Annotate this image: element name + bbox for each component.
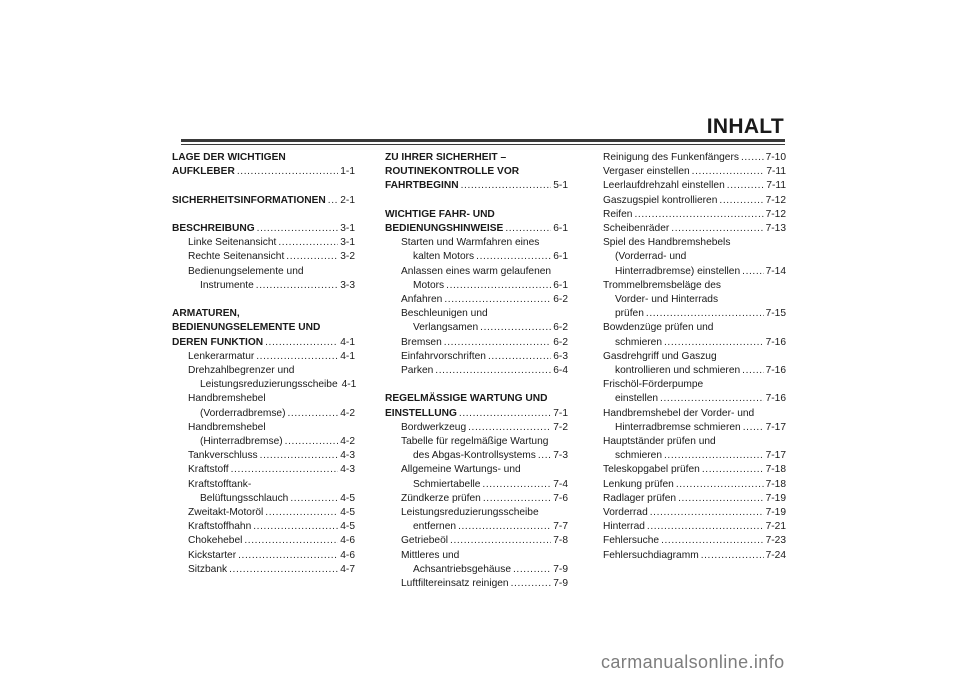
toc-page-number: 7-12: [765, 208, 786, 220]
toc-entry-text: Handbremshebel: [188, 393, 266, 405]
toc-entry-text: Rechte Seitenansicht: [188, 251, 285, 263]
dot-leader: [646, 307, 764, 321]
toc-entry[interactable]: [603, 179, 786, 193]
toc-entry[interactable]: [172, 222, 355, 236]
watermark: carmanualsonline.info: [601, 652, 785, 672]
toc-entry-text: Parken: [401, 365, 434, 377]
toc-entry-text: Chokehebel: [188, 535, 243, 547]
dot-leader: [260, 449, 339, 463]
toc-page-number: 7-19: [765, 507, 786, 519]
toc-page-number: 7-18: [765, 464, 786, 476]
toc-entry-text: Gaszugspiel kontrollieren: [603, 194, 718, 206]
toc-page-number: 3-3: [340, 279, 355, 291]
toc-entry-text: Schmiertabelle: [413, 478, 481, 490]
toc-entry-text: Leistungsreduzierungsscheibe: [200, 379, 338, 391]
toc-entry[interactable]: [603, 463, 786, 477]
toc-entry[interactable]: [172, 520, 355, 534]
toc-entry[interactable]: [385, 208, 568, 236]
toc-page-number: 7-13: [765, 223, 786, 235]
dot-leader: [459, 407, 551, 421]
toc-entry-text: Leistungsreduzierungsscheibe: [401, 507, 539, 519]
toc-column-1: [172, 151, 355, 577]
toc-entry-text: Teleskopgabel prüfen: [603, 464, 700, 476]
toc-column-2: [385, 151, 568, 591]
dot-leader: [701, 549, 764, 563]
dot-leader: [265, 336, 338, 350]
toc-page-number: 4-6: [340, 535, 355, 547]
dot-leader: [253, 520, 338, 534]
toc-entry-text: Allgemeine Wartungs- und: [401, 464, 521, 476]
toc-entry-text: schmieren: [615, 450, 662, 462]
toc-entry-text: Achsantriebsgehäuse: [413, 563, 511, 575]
toc-page-number: 6-2: [553, 294, 568, 306]
toc-page-number: 2-1: [340, 194, 355, 206]
dot-leader: [265, 506, 338, 520]
dot-leader: [664, 336, 764, 350]
dot-leader: [446, 279, 551, 293]
toc-entry-text: Hauptständer prüfen und: [603, 436, 716, 448]
toc-page-number: 1-1: [340, 166, 355, 178]
toc-entry[interactable]: [385, 492, 568, 506]
dot-leader: [741, 151, 764, 165]
toc-entry[interactable]: [603, 492, 786, 506]
toc-page-number: 4-5: [340, 492, 355, 504]
dot-leader: [278, 236, 338, 250]
toc-page-number: 3-2: [340, 251, 355, 263]
toc-entry-text: EINSTELLUNG: [385, 407, 457, 419]
toc-entry-text: Zweitakt-Motoröl: [188, 507, 264, 519]
dot-leader: [482, 478, 551, 492]
toc-entry[interactable]: [603, 222, 786, 236]
toc-entry[interactable]: [603, 478, 786, 492]
toc-entry[interactable]: [172, 392, 355, 420]
toc-entry-text: Drehzahlbegrenzer und: [188, 365, 295, 376]
toc-entry-text: LAGE DER WICHTIGEN: [172, 152, 286, 163]
toc-page-number: 7-3: [553, 450, 568, 462]
toc-page-number: 4-6: [340, 549, 355, 561]
dot-leader: [256, 279, 338, 293]
toc-entry[interactable]: [385, 421, 568, 435]
dot-leader: [538, 449, 551, 463]
dot-leader: [256, 350, 338, 364]
toc-entry-text: Fehlersuche: [603, 535, 660, 547]
toc-entry-text: kontrollieren und schmieren: [615, 365, 741, 377]
toc-entry-text: Vorder- und Hinterrads: [615, 294, 719, 306]
toc-entry-text: Anlassen eines warm gelaufenen: [401, 265, 552, 277]
toc-entry[interactable]: [603, 350, 786, 378]
toc-entry-text: Bedienungselemente und: [188, 265, 304, 277]
dot-leader: [435, 364, 551, 378]
toc-entry-text: Verlangsamen: [413, 322, 479, 334]
toc-page-number: 7-6: [553, 492, 568, 504]
toc-entry[interactable]: [385, 265, 568, 293]
toc-entry[interactable]: [172, 478, 355, 506]
toc-entry-text: Einfahrvorschriften: [401, 350, 486, 362]
dot-leader: [244, 534, 338, 548]
dot-leader: [660, 392, 764, 406]
toc-entry-text: AUFKLEBER: [172, 166, 235, 178]
toc-entry-text: Bowdenzüge prüfen und: [603, 322, 714, 334]
toc-entry-text: (Hinterradbremse): [200, 436, 283, 448]
toc-entry[interactable]: [172, 194, 355, 208]
toc-entry-text: ZU IHRER SICHERHEIT –: [385, 152, 507, 163]
toc-entry[interactable]: [603, 208, 786, 222]
toc-entry[interactable]: [385, 293, 568, 307]
toc-entry-text: ROUTINEKONTROLLE VOR: [385, 166, 520, 178]
dot-leader: [468, 421, 551, 435]
toc-entry[interactable]: [172, 463, 355, 477]
toc-entry[interactable]: [172, 449, 355, 463]
dot-leader: [488, 350, 551, 364]
dot-leader: [702, 463, 764, 477]
toc-entry-text: (Vorderrad- und: [615, 251, 687, 263]
dot-leader: [650, 506, 764, 520]
toc-entry[interactable]: [603, 321, 786, 349]
toc-entry[interactable]: [385, 435, 568, 463]
toc-entry-text: Handbremshebel der Vorder- und: [603, 407, 755, 419]
toc-entry-text: SICHERHEITSINFORMATIONEN: [172, 194, 326, 206]
toc-entry[interactable]: [385, 549, 568, 577]
toc-entry[interactable]: [385, 506, 568, 534]
toc-entry[interactable]: [385, 307, 568, 335]
dot-leader: [328, 194, 339, 208]
toc-entry[interactable]: [172, 364, 355, 392]
dot-leader: [511, 577, 552, 591]
dot-leader: [634, 208, 763, 222]
toc-entry-text: Motors: [413, 279, 445, 291]
toc-entry-text: Kraftstofftank-: [188, 478, 252, 490]
toc-entry-text: Leerlaufdrehzahl einstellen: [603, 180, 725, 192]
toc-entry-text: kalten Motors: [413, 251, 475, 263]
toc-page-number: 7-15: [765, 308, 786, 320]
toc-entry[interactable]: [603, 165, 786, 179]
toc-page-number: 7-10: [765, 152, 786, 163]
dot-leader: [742, 265, 763, 279]
toc-page-number: 6-2: [553, 336, 568, 348]
toc-entry-text: Reifen: [603, 208, 633, 220]
toc-entry-text: Hinterradbremse) einstellen: [615, 265, 741, 277]
toc-entry-text: Tankverschluss: [188, 450, 258, 462]
toc-page-number: 7-1: [553, 407, 568, 419]
toc-entry[interactable]: [385, 463, 568, 491]
toc-entry[interactable]: [172, 151, 355, 179]
toc-entry[interactable]: [172, 506, 355, 520]
toc-entry[interactable]: [172, 236, 355, 250]
toc-entry-text: Reinigung des Funkenfängers: [603, 152, 739, 163]
toc-entry[interactable]: [385, 364, 568, 378]
dot-leader: [692, 165, 765, 179]
toc-entry[interactable]: [603, 378, 786, 406]
toc-page-number: 7-23: [765, 535, 786, 547]
toc-entry-text: Sitzbank: [188, 563, 228, 575]
toc-entry-text: Kraftstoff: [188, 464, 229, 476]
toc-entry-text: BEDIENUNGSELEMENTE UND: [172, 322, 321, 334]
toc-column-3: [603, 151, 786, 563]
toc-entry[interactable]: [603, 520, 786, 534]
toc-page-number: 4-7: [340, 563, 355, 575]
toc-entry[interactable]: [603, 435, 786, 463]
toc-entry-text: REGELMÄSSIGE WARTUNG UND: [385, 393, 548, 405]
dot-leader: [647, 520, 764, 534]
toc-entry[interactable]: [603, 194, 786, 208]
toc-entry-text: Vergaser einstellen: [603, 166, 690, 178]
toc-entry-text: Bordwerkzeug: [401, 421, 467, 433]
toc-entry-text: des Abgas-Kontrollsystems: [413, 450, 536, 462]
toc-page-number: 4-5: [340, 507, 355, 519]
toc-page-number: 7-18: [765, 478, 786, 490]
toc-entry-text: Handbremshebel: [188, 421, 266, 433]
toc-entry[interactable]: [172, 549, 355, 563]
dot-leader: [285, 435, 339, 449]
dot-leader: [231, 463, 339, 477]
toc-page-number: 4-5: [340, 521, 355, 533]
dot-leader: [237, 165, 338, 179]
dot-leader: [238, 549, 338, 563]
toc-entry-text: Kickstarter: [188, 549, 237, 561]
toc-entry-text: BESCHREIBUNG: [172, 222, 255, 234]
toc-page-number: 5-1: [553, 180, 568, 192]
toc-entry[interactable]: [172, 421, 355, 449]
toc-entry-text: Instrumente: [200, 279, 254, 291]
dot-leader: [480, 321, 551, 335]
dot-leader: [742, 364, 763, 378]
toc-page-number: 6-4: [553, 365, 568, 377]
dot-leader: [661, 534, 764, 548]
toc-entry[interactable]: [385, 577, 568, 591]
toc-page-number: 7-9: [553, 563, 568, 575]
toc-page-number: 7-4: [553, 478, 568, 490]
toc-page-number: 7-11: [766, 180, 786, 192]
toc-page-number: 7-8: [553, 535, 568, 547]
dot-leader: [719, 194, 763, 208]
toc-page-number: 7-11: [766, 166, 786, 178]
dot-leader: [229, 563, 338, 577]
toc-page-number: 7-12: [765, 194, 786, 206]
toc-page-number: 4-3: [340, 464, 355, 476]
toc-entry-text: Frischöl-Förderpumpe: [603, 379, 704, 391]
toc-entry[interactable]: [172, 534, 355, 548]
toc-entry[interactable]: [385, 350, 568, 364]
toc-entry-text: einstellen: [615, 393, 659, 405]
toc-entry[interactable]: [385, 336, 568, 350]
toc-entry-text: BEDIENUNGSHINWEISE: [385, 223, 504, 234]
toc-page-number: 6-1: [553, 251, 568, 263]
toc-page-number: 6-1: [553, 223, 568, 234]
toc-entry[interactable]: [603, 151, 786, 165]
toc-entry-text: (Vorderradbremse): [200, 407, 286, 419]
toc-entry-text: FAHRTBEGINN: [385, 180, 459, 192]
page-title: INHALT: [706, 115, 784, 138]
toc-entry-text: DEREN FUNKTION: [172, 336, 264, 348]
toc-page-number: 4-3: [340, 450, 355, 462]
toc-entry[interactable]: [172, 265, 355, 293]
dot-leader: [450, 534, 551, 548]
toc-entry[interactable]: [603, 534, 786, 548]
toc-entry[interactable]: [385, 534, 568, 548]
dot-leader: [288, 407, 339, 421]
dot-leader: [671, 222, 763, 236]
dot-leader: [505, 222, 551, 236]
toc-entry-text: Zündkerze prüfen: [401, 492, 481, 504]
toc-page-number: 4-1: [340, 336, 355, 348]
toc-entry-text: Lenkerarmatur: [188, 350, 255, 362]
toc-page-number: 3-1: [340, 222, 355, 234]
toc-page-number: 6-3: [553, 350, 568, 362]
toc-entry[interactable]: [172, 563, 355, 577]
title-rule-thin: [181, 144, 785, 145]
toc-page-number: 7-17: [765, 450, 786, 462]
toc-entry[interactable]: [385, 236, 568, 264]
toc-page-number: 7-21: [765, 521, 786, 533]
toc-page-number: 7-2: [553, 421, 568, 433]
dot-leader: [461, 179, 552, 193]
toc-page-number: 7-7: [553, 521, 568, 533]
toc-entry-text: entfernen: [413, 521, 457, 533]
toc-entry[interactable]: [172, 307, 355, 350]
toc-entry-text: Radlager prüfen: [603, 492, 677, 504]
toc-page-number: 7-14: [765, 265, 786, 277]
toc-entry-text: WICHTIGE FAHR- UND: [385, 208, 495, 220]
toc-entry-text: Lenkung prüfen: [603, 478, 674, 490]
dot-leader: [678, 492, 764, 506]
dot-leader: [727, 179, 765, 193]
toc-page-number: 4-1: [341, 379, 357, 391]
toc-page-number: 4-1: [340, 350, 355, 362]
toc-entry-text: Gasdrehgriff und Gaszug: [603, 350, 717, 362]
toc-page-number: 6-1: [553, 279, 568, 291]
dot-leader: [458, 520, 551, 534]
toc-page-number: 4-2: [340, 407, 355, 419]
toc-entry[interactable]: [603, 279, 786, 322]
toc-entry-text: Beschleunigen und: [401, 308, 488, 320]
toc-entry[interactable]: [172, 350, 355, 364]
toc-page-number: 4-2: [340, 436, 355, 448]
toc-entry-text: Vorderrad: [603, 507, 648, 519]
toc-page-number: 7-16: [765, 393, 786, 405]
toc-entry-text: schmieren: [615, 336, 662, 348]
toc-entry[interactable]: [172, 250, 355, 264]
toc-entry[interactable]: [603, 549, 786, 563]
toc-entry-text: prüfen: [615, 308, 644, 320]
title-rule-thick: [181, 139, 785, 142]
dot-leader: [286, 250, 338, 264]
dot-leader: [444, 293, 551, 307]
dot-leader: [257, 222, 339, 236]
toc-entry-text: Fehlersuchdiagramm: [603, 549, 699, 561]
dot-leader: [664, 449, 764, 463]
dot-leader: [290, 492, 338, 506]
toc-entry-text: Starten und Warmfahren eines: [401, 237, 540, 249]
dot-leader: [676, 478, 764, 492]
toc-entry-text: Tabelle für regelmäßige Wartung: [401, 436, 549, 448]
toc-entry-text: Luftfiltereinsatz reinigen: [401, 578, 509, 590]
toc-page-number: 7-24: [765, 549, 786, 561]
toc-entry-text: Scheibenräder: [603, 223, 670, 235]
toc-entry-text: ARMATUREN,: [172, 308, 240, 320]
toc-page-number: 3-1: [340, 237, 355, 249]
toc-page-number: 6-2: [553, 322, 568, 334]
toc-page-number: 7-19: [765, 492, 786, 504]
toc-entry-text: Hinterradbremse schmieren: [615, 421, 741, 433]
toc-entry[interactable]: [385, 392, 568, 420]
toc-entry[interactable]: [603, 407, 786, 435]
dot-leader: [476, 250, 551, 264]
dot-leader: [743, 421, 764, 435]
toc-entry[interactable]: [385, 151, 568, 194]
dot-leader: [513, 563, 551, 577]
toc-entry-text: Belüftungsschlauch: [200, 492, 289, 504]
toc-entry-text: Linke Seitenansicht: [188, 237, 277, 249]
dot-leader: [444, 336, 552, 350]
toc-entry-text: Kraftstoffhahn: [188, 521, 252, 533]
toc-entry-text: Getriebeöl: [401, 535, 449, 547]
toc-page-number: 7-16: [765, 365, 786, 377]
toc-page-number: 7-17: [765, 421, 786, 433]
toc-entry[interactable]: [603, 506, 786, 520]
toc-entry-text: Hinterrad: [603, 521, 645, 533]
toc-page-number: 7-16: [765, 336, 786, 348]
toc-entry-text: Mittleres und: [401, 549, 460, 561]
toc-entry-text: Spiel des Handbremshebels: [603, 237, 731, 249]
toc-page-number: 7-9: [553, 578, 568, 590]
toc-entry-text: Anfahren: [401, 294, 443, 306]
toc-entry[interactable]: [603, 236, 786, 279]
dot-leader: [483, 492, 551, 506]
toc-entry-text: Bremsen: [401, 336, 442, 348]
toc-entry-text: Trommelbremsbeläge des: [603, 279, 721, 291]
